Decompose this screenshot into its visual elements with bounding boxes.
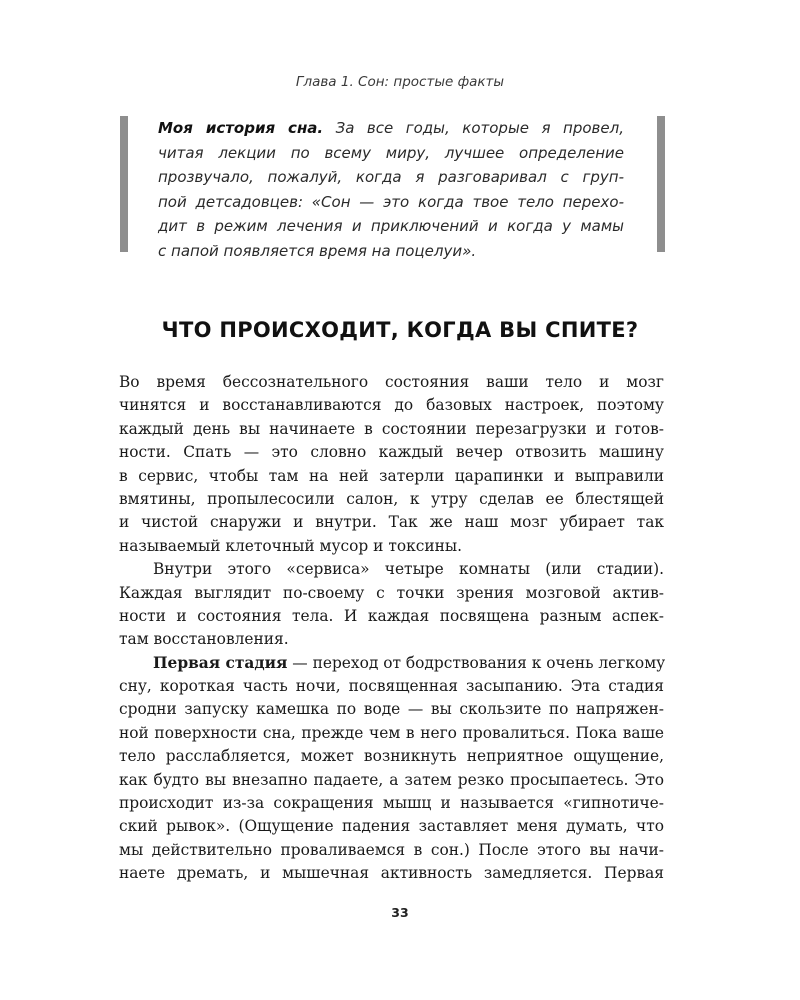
body-line: сродни запуску камешка по воде — вы скользите по напряжен- (119, 700, 664, 719)
running-head: Глава 1. Сон: простые факты (295, 74, 505, 90)
sidebar-line: читая лекции по всему миру, лучшее определение (158, 143, 624, 162)
body-line: каждый день вы начинаете в состоянии перезагрузки и готов- (119, 419, 664, 438)
sidebar-left-bar (120, 116, 128, 252)
body-line (119, 652, 664, 675)
body-line: происходит из-за сокращения мышц и называется «гипнотиче- (119, 794, 664, 813)
body-line: ский рывок». (Ощущение падения заставляет меня думать, что (119, 817, 664, 836)
body-line-text: — переход от бодрствования к очень легкому (287, 653, 666, 672)
body-line: там восстановления. (119, 630, 289, 649)
body-line: ности и состояния тела. И каждая посвящена разным аспек- (119, 606, 664, 625)
body-line: вмятины, пропылесосили салон, к утру сделав ее блестящей (119, 489, 664, 508)
body-line: ности. Спать — это словно каждый вечер отвозить машину (119, 443, 664, 462)
sidebar-box (120, 116, 665, 260)
body-line: называемый клеточный мусор и токсины. (119, 536, 462, 555)
sidebar-line (158, 116, 624, 141)
section-heading: ЧТО ПРОИСХОДИТ, КОГДА ВЫ СПИТЕ? (161, 318, 639, 342)
body-line: чинятся и восстанавливаются до базовых настроек, поэтому (119, 396, 664, 415)
paragraph-lead: Первая стадия (153, 653, 288, 672)
body-line: и чистой снаружи и внутри. Так же наш мозг убирает так (119, 513, 664, 532)
sidebar-line-text: За все годы, которые я провел, (323, 119, 624, 137)
body-text (119, 371, 664, 886)
body-line: Во время бессознательного состояния ваши тело и мозг (119, 373, 664, 391)
body-line: сну, короткая часть ночи, посвященная засыпанию. Эта стадия (119, 677, 664, 696)
sidebar-lead: Моя история сна. (158, 119, 324, 137)
sidebar-line: дит в режим лечения и приключений и когда у мамы (158, 217, 624, 236)
sidebar-right-bar (657, 116, 665, 252)
sidebar-line: пой детсадовцев: «Сон — это когда твое тело перехо- (158, 192, 624, 211)
body-line: Внутри этого «сервиса» четыре комнаты (или стадии). (153, 560, 664, 579)
page-number: 33 (391, 905, 409, 920)
body-line: ной поверхности сна, прежде чем в него провалиться. Пока ваше (119, 723, 664, 742)
body-line: как будто вы внезапно падаете, а затем резко просыпаетесь. Это (119, 770, 664, 789)
body-line: наете дремать, и мышечная активность замедляется. Первая (119, 864, 664, 883)
body-line: в сервис, чтобы там на ней затерли царапинки и выправили (119, 466, 664, 485)
body-line: Каждая выглядит по-своему с точки зрения мозговой актив- (119, 583, 664, 602)
body-line: мы действительно проваливаемся в сон.) После этого вы начи- (119, 840, 664, 859)
sidebar-text (158, 116, 624, 264)
sidebar-line: с папой появляется время на поцелуи». (158, 241, 477, 260)
body-line: тело расслабляется, может возникнуть неприятное ощущение, (119, 747, 664, 766)
sidebar-line: прозвучало, пожалуй, когда я разговаривал с груп- (158, 168, 624, 187)
